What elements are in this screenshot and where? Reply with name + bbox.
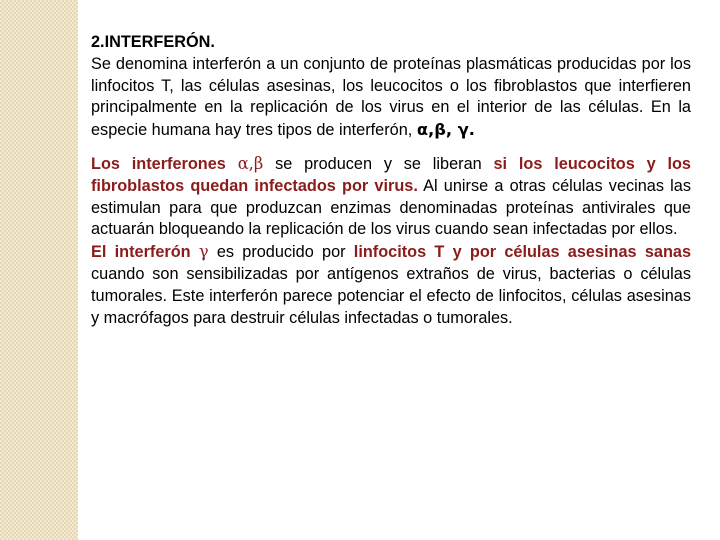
gamma-highlight: linfocitos T y por células asesinas sanas: [353, 243, 691, 262]
gamma-rest: cuando son sensibilizadas por antígenos extraños de virus, bacterias o células tumorales. Este interferón parece potenciar el efecto de linfocitos, células asesinas y macrófagos para destruir células infectadas o tumorales.: [91, 264, 691, 327]
section-title: 2.INTERFERÓN.: [91, 33, 215, 51]
paragraph-alpha-beta: [91, 153, 691, 241]
definition-text: Se denomina interferón a un conjunto de proteínas plasmáticas producidas por los linfocitos T, las células asesinas, los leucocitos o los fibroblastos que interfieren principalmente en la replicación de los virus en el interior de las células. En la especie humana hay tres tipos de interferón,: [91, 54, 691, 140]
alpha-beta-greek: α,β: [237, 153, 264, 173]
paragraph-gamma: [91, 241, 691, 329]
alpha-beta-lead: Los interferones: [91, 154, 238, 173]
gamma-lead: El interferón: [91, 243, 199, 262]
gamma-mid: es producido por: [208, 243, 354, 262]
decorative-side-band: [0, 0, 78, 540]
interferon-types-greek: α,β, γ.: [416, 120, 475, 140]
document-body: [91, 32, 691, 329]
alpha-beta-mid: se producen y se liberan: [263, 154, 494, 173]
alpha-beta-highlight: si los leucocitos y los fibroblastos quedan infectados por virus.: [91, 154, 691, 195]
paragraph-definition: [91, 54, 691, 142]
gamma-greek: γ: [198, 242, 209, 262]
alpha-beta-rest: Al unirse a otras células vecinas las estimulan para que produzcan enzimas denominadas proteínas antivirales que actuarán bloqueando la replicación de los virus cuando sean infectadas por ellos.: [91, 176, 691, 239]
